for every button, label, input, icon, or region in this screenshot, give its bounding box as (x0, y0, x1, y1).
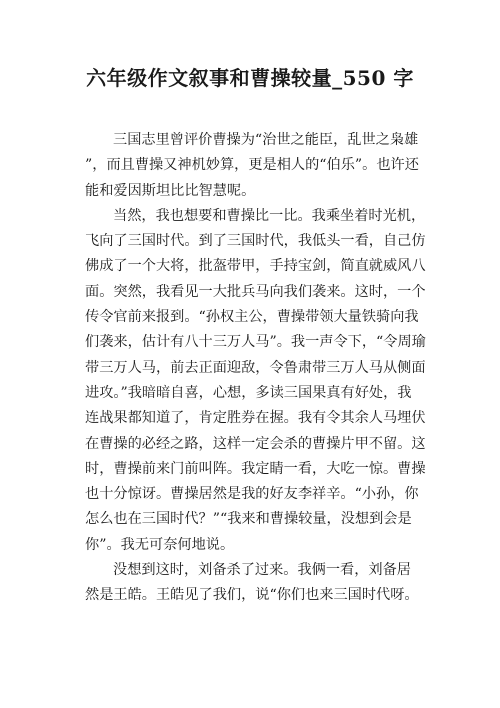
text-line: 佛成了一个大将，批盔带甲，手持宝剑，简直就威风八 (85, 258, 426, 275)
text-line: 也十分惊讶。曹操居然是我的好友李祥辛。“小孙，你 (85, 486, 419, 503)
text-line: 能和爱因斯坦比比智慧呢。 (85, 182, 256, 199)
text-line: ”，而且曹操又神机妙算，更是相人的“伯乐”。也许还 (85, 157, 419, 174)
document-title: 六年级作文叙事和曹操较量_550 字 (86, 66, 414, 90)
text-line: 面。突然，我看见一大批兵马向我们袭来。这时，一个 (85, 283, 426, 300)
paragraph-3 (85, 558, 425, 609)
text-line: 们袭来，估计有八十三万人马”。我一声令下，“令周瑜 (85, 334, 426, 351)
text-line: 进攻。”我暗暗自喜，心想，多读三国果真有好处，我 (85, 384, 412, 401)
text-line: 传令官前来报到。“孙权主公，曹操带领大量铁骑向我 (85, 309, 419, 326)
text-line: 没想到这时，刘备杀了过来。我俩一看，刘备居 (113, 562, 411, 579)
paragraph-2 (85, 204, 425, 558)
text-line: 飞向了三国时代。到了三国时代，我低头一看，自己仿 (85, 233, 426, 250)
text-line: 三国志里曾评价曹操为“治世之能臣，乱世之枭雄 (113, 132, 419, 148)
text-line: 怎么也在三国时代？”“我来和曹操较量，没想到会是 (85, 511, 412, 528)
text-line: 时，曹操前来门前叫阵。我定睛一看，大吃一惊。曹操 (85, 460, 426, 477)
text-line: 连战果都知道了，肯定胜券在握。我有令其余人马埋伏 (85, 410, 426, 427)
text-line: 带三万人马，前去正面迎敌，令鲁肃带三万人马从侧面 (85, 359, 426, 376)
text-line: 在曹操的必经之路，这样一定会杀的曹操片甲不留。这 (85, 435, 426, 452)
text-line: 当然，我也想要和曹操比一比。我乘坐着时光机， (113, 207, 426, 224)
text-line: 然是王皓。王皓见了我们，说“你们也来三国时代呀。 (85, 587, 419, 604)
text-line: 你”。我无可奈何地说。 (85, 536, 235, 553)
document-body (85, 128, 425, 609)
paragraph-1 (85, 128, 425, 204)
